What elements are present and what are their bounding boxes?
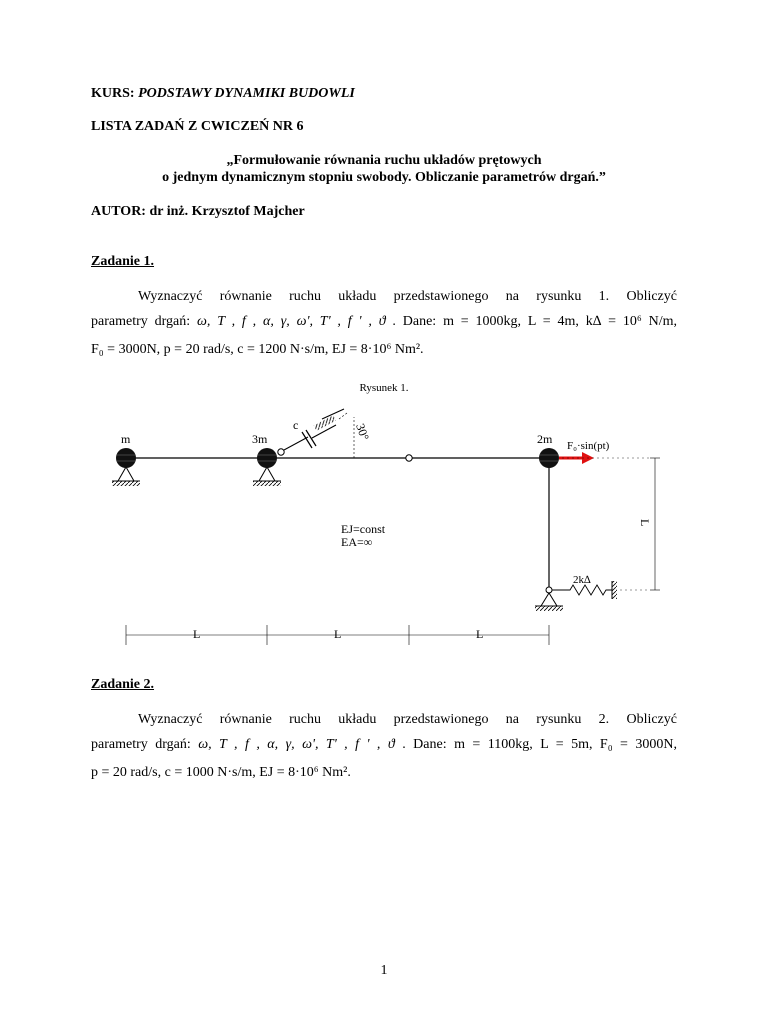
page-number: 1	[380, 963, 388, 978]
angle-label: 30°	[353, 421, 373, 443]
damper	[278, 409, 344, 455]
task1-given-line2: F₀ = 3000N, p = 20 rad/s, c = 1200 N·s/m, EJ = 8·10⁶ Nm².	[91, 342, 424, 357]
subtitle-line-1: „Formułowanie równania ruchu układów prętowych	[226, 153, 542, 168]
beam-hinge	[406, 455, 412, 461]
figure1-caption: Rysunek 1.	[359, 382, 409, 394]
span-2-label: L	[334, 627, 342, 641]
middle-pin-support	[253, 467, 281, 486]
mass-left-label: m	[121, 432, 131, 446]
mass-middle	[257, 448, 277, 468]
task1-heading: Zadanie 1.	[91, 254, 155, 269]
stiffness-note-ea: EA=∞	[341, 535, 373, 549]
task2-line-1	[91, 708, 677, 732]
column-pin-support	[535, 587, 563, 611]
list-title: LISTA ZADAŃ Z CWICZEŃ NR 6	[91, 119, 304, 134]
task2-given-line1: m = 1100kg, L = 5m, F₀ = 3000N,	[454, 737, 678, 752]
mass-middle-label: 3m	[252, 432, 268, 446]
mass-right-label: 2m	[537, 432, 553, 446]
task2-line-2	[91, 733, 677, 757]
author-name: dr inż. Krzysztof Majcher	[149, 204, 305, 219]
task2-intro: Wyznaczyć równanie ruchu układu przedstawionego na rysunku 2. Obliczyć	[138, 712, 677, 727]
subtitle-line-2: o jednym dynamicznym stopniu swobody. Obliczanie parametrów drgań.”	[162, 170, 606, 185]
left-pin-support	[112, 467, 140, 486]
course-name: PODSTAWY DYNAMIKI BUDOWLI	[138, 86, 355, 101]
task1-given-lead: . Dane:	[392, 314, 437, 329]
task2-given-lead: . Dane:	[402, 737, 447, 752]
spring-label: 2k∆	[573, 574, 591, 586]
mass-left	[116, 448, 136, 468]
task1-params-symbols: ω, T , f , α, γ, ω', T' , f ' , ϑ	[196, 314, 386, 329]
task2-given-line2: p = 20 rad/s, c = 1000 N·s/m, EJ = 8·10⁶ Nm².	[91, 765, 351, 780]
author-label: AUTOR:	[91, 204, 146, 219]
task2-params-lead: parametry drgań:	[91, 737, 191, 752]
task1-intro: Wyznaczyć równanie ruchu układu przedstawionego na rysunku 1. Obliczyć	[138, 289, 677, 304]
span-1-label: L	[193, 627, 201, 641]
task2-heading: Zadanie 2.	[91, 677, 155, 692]
force-label: F₀·sin(pt)	[567, 440, 610, 452]
course-line	[91, 86, 355, 102]
stiffness-note-ej: EJ=const	[341, 522, 386, 536]
span-3-label: L	[476, 627, 484, 641]
task2-params-symbols: ω, T , f , α, γ, ω', T' , f ' , ϑ	[198, 737, 395, 752]
task1-line-2	[91, 310, 677, 334]
mass-right	[539, 448, 559, 468]
task1-given-line1: m = 1000kg, L = 4m, k∆ = 10⁶ N/m,	[443, 314, 678, 329]
course-label: KURS:	[91, 86, 135, 101]
figure1-diagram	[0, 395, 768, 655]
task1-params-lead: parametry drgań:	[91, 314, 191, 329]
task1-line-1	[91, 285, 677, 309]
author-line	[91, 204, 305, 220]
damper-label: c	[293, 418, 299, 432]
column-length-label: L	[638, 519, 652, 527]
